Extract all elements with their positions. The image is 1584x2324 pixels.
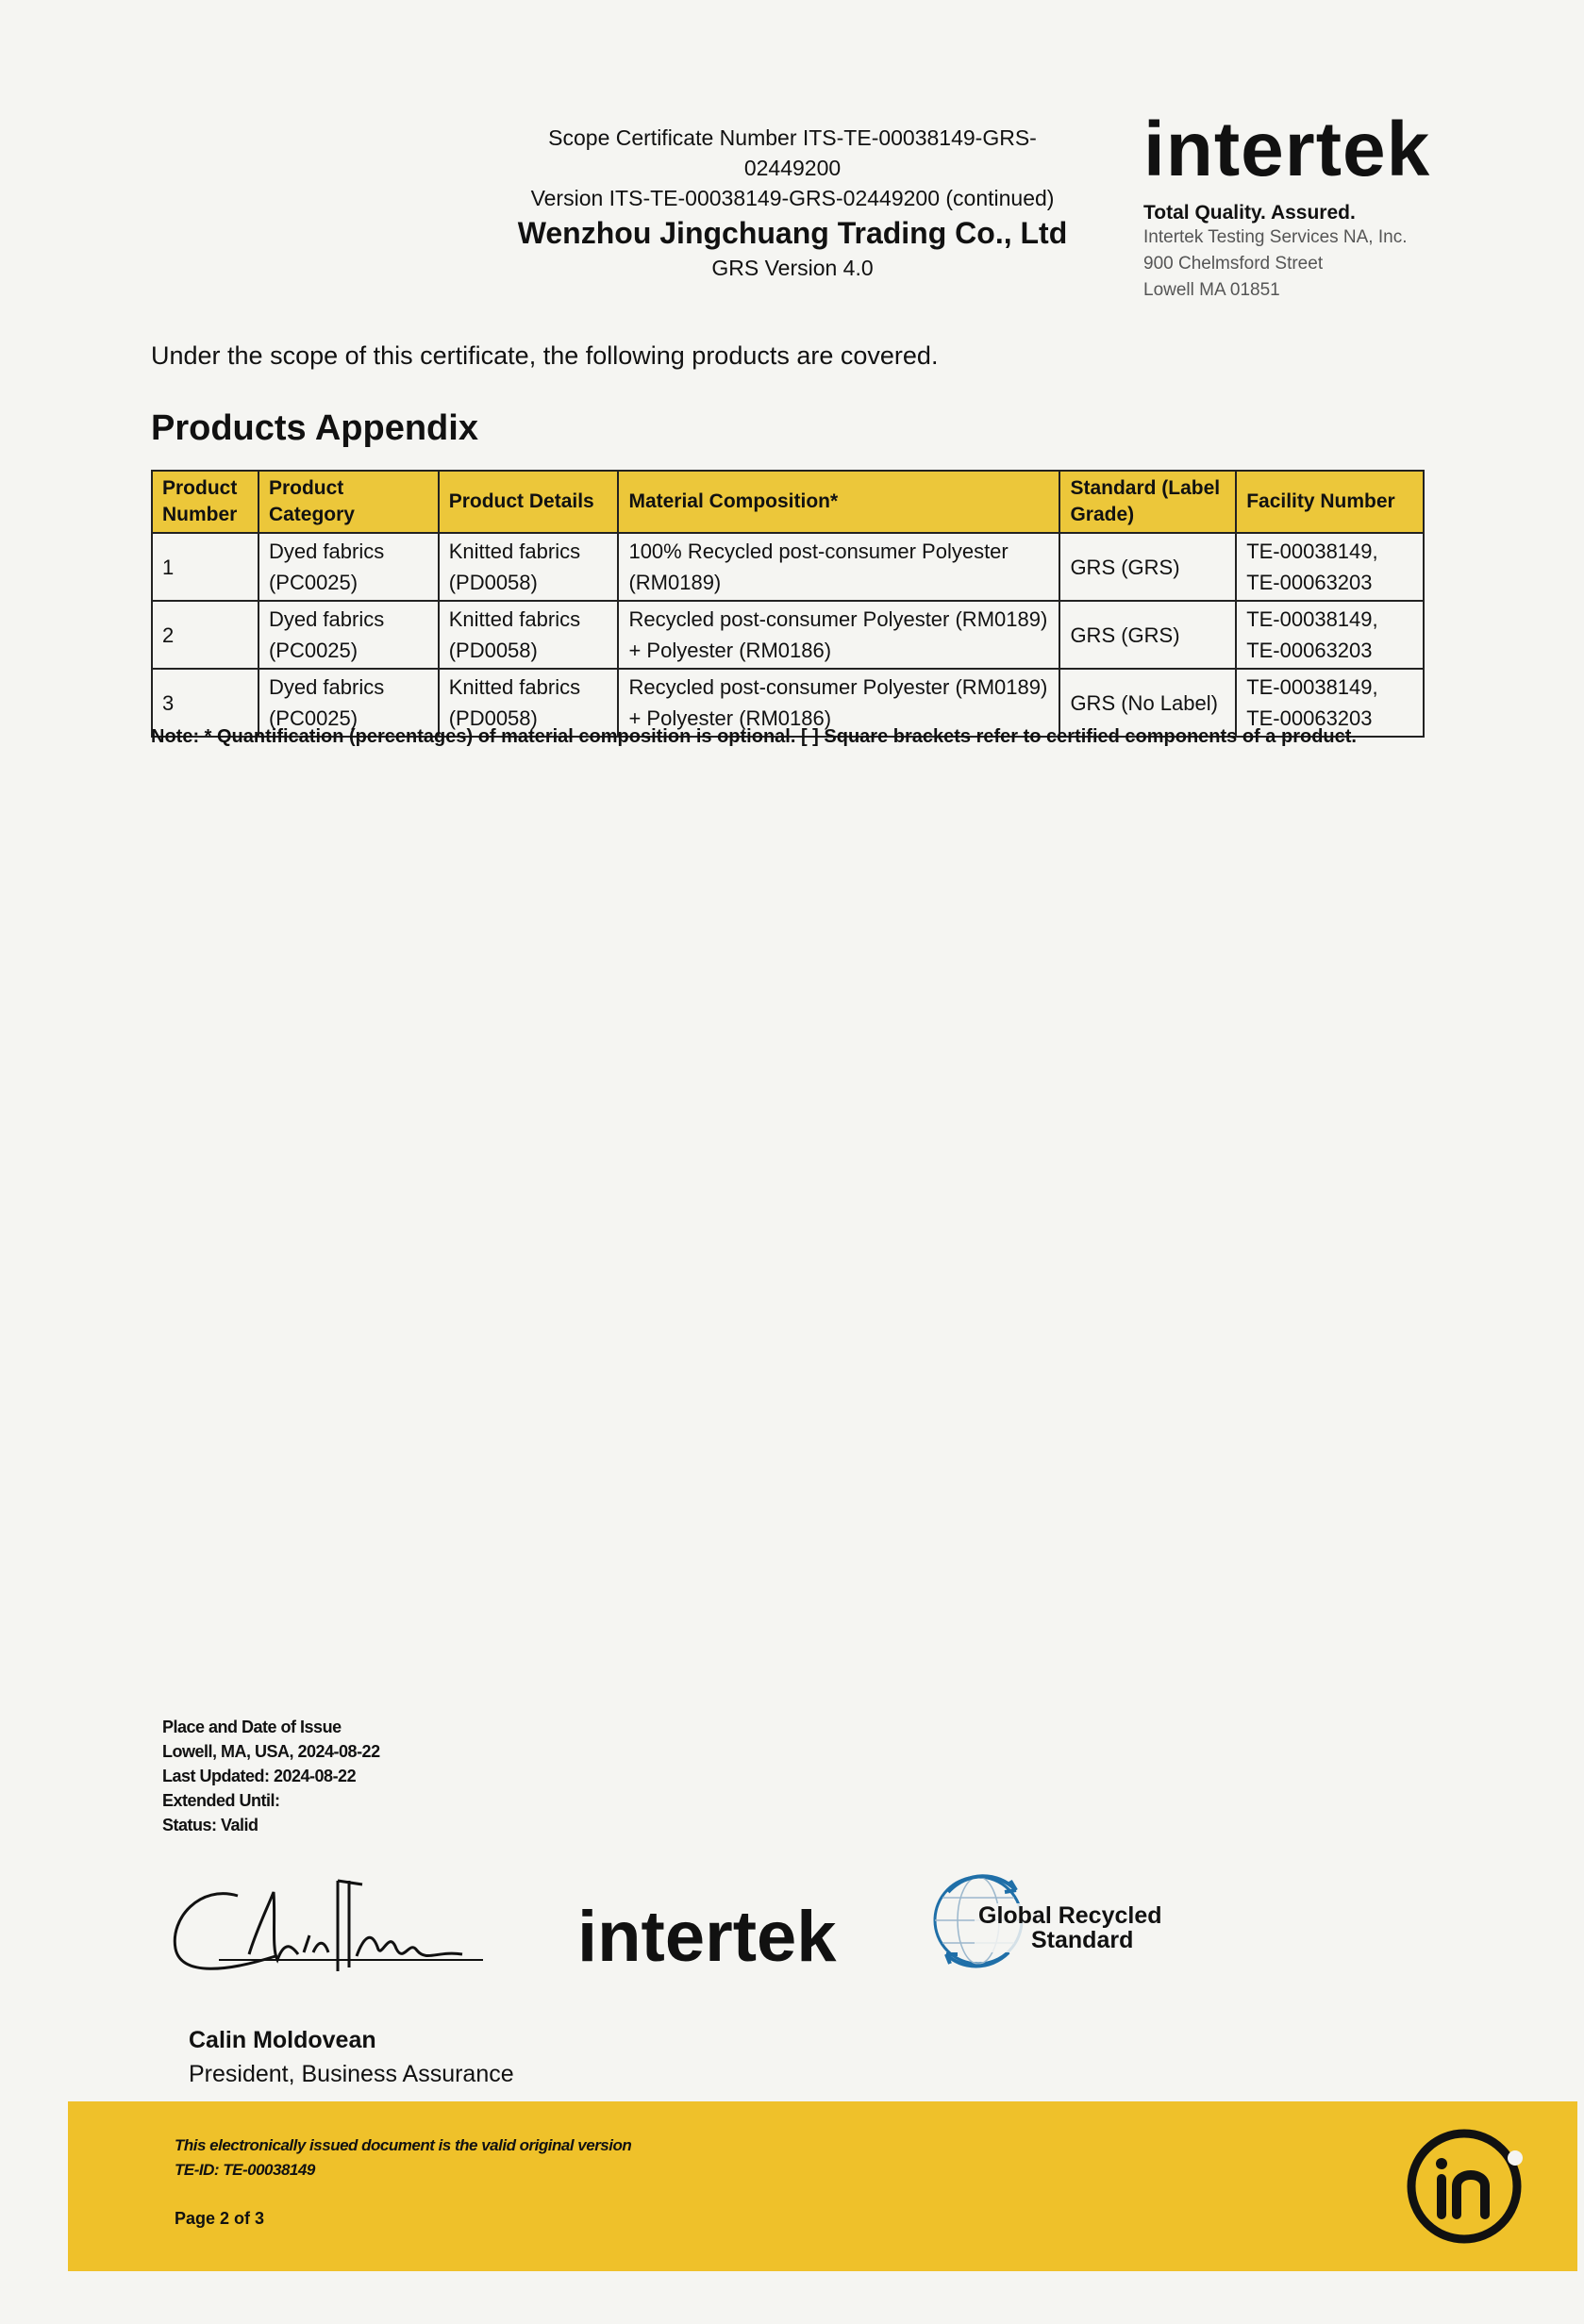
cell-standard: GRS (GRS)	[1059, 533, 1236, 601]
cell-product-details: Knitted fabrics (PD0058)	[439, 669, 619, 737]
cell-standard: GRS (No Label)	[1059, 669, 1236, 737]
cell-material-composition: Recycled post-consumer Polyester (RM0189) + Polyester (RM0186)	[618, 601, 1059, 669]
cell-facility-number: TE-00038149, TE-00063203	[1236, 533, 1424, 601]
extended-until: Extended Until:	[162, 1791, 280, 1810]
status-text: Status: Valid	[162, 1816, 258, 1834]
cell-product-details: Knitted fabrics (PD0058)	[439, 601, 619, 669]
signer-title: President, Business Assurance	[189, 2061, 514, 2087]
cell-standard: GRS (GRS)	[1059, 601, 1236, 669]
certificate-header	[509, 123, 1075, 283]
cell-product-details: Knitted fabrics (PD0058)	[439, 533, 619, 601]
page-title: Products Appendix	[151, 408, 478, 448]
signature-image	[162, 1873, 492, 1991]
cell-facility-number: TE-00038149, TE-00063203	[1236, 669, 1424, 737]
col-header-standard: Standard (Label Grade)	[1059, 471, 1236, 533]
issue-details	[162, 1715, 380, 1837]
signer-block	[189, 2023, 514, 2091]
col-header-product-details: Product Details	[439, 471, 619, 533]
cell-product-number: 3	[152, 669, 258, 737]
intertek-logo: intertek	[1143, 107, 1431, 192]
col-header-product-category: Product Category	[258, 471, 439, 533]
cell-product-category: Dyed fabrics (PC0025)	[258, 533, 439, 601]
cell-material-composition: 100% Recycled post-consumer Polyester (RM0189)	[618, 533, 1059, 601]
scope-certificate-number: Scope Certificate Number ITS-TE-00038149-GRS-02449200	[548, 125, 1037, 180]
intertek-brand-block	[1143, 107, 1431, 304]
table-header-row	[152, 471, 1424, 533]
cell-product-number: 1	[152, 533, 258, 601]
validity-statement: This electronically issued document is the valid original version	[175, 2136, 632, 2154]
grs-version: GRS Version 4.0	[711, 256, 874, 280]
intro-text: Under the scope of this certificate, the following products are covered.	[151, 341, 939, 370]
company-name: Wenzhou Jingchuang Trading Co., Ltd	[517, 216, 1068, 250]
cell-facility-number: TE-00038149, TE-00063203	[1236, 601, 1424, 669]
brand-tagline: Total Quality. Assured.	[1143, 202, 1356, 224]
address-line: Intertek Testing Services NA, Inc.	[1143, 227, 1408, 247]
cell-product-number: 2	[152, 601, 258, 669]
address-line: Lowell MA 01851	[1143, 280, 1280, 300]
col-header-facility-number: Facility Number	[1236, 471, 1424, 533]
te-id: TE-ID: TE-00038149	[175, 2161, 315, 2179]
footer-band	[68, 2101, 1577, 2271]
issue-label: Place and Date of Issue	[162, 1718, 342, 1736]
col-header-product-number: Product Number	[152, 471, 258, 533]
signer-name: Calin Moldovean	[189, 2027, 376, 2053]
version-line: Version ITS-TE-00038149-GRS-02449200 (continued)	[530, 186, 1055, 210]
col-header-material-composition: Material Composition*	[618, 471, 1059, 533]
footer-info	[175, 2133, 631, 2183]
cell-product-category: Dyed fabrics (PC0025)	[258, 601, 439, 669]
table-row	[152, 601, 1424, 669]
cell-product-category: Dyed fabrics (PC0025)	[258, 669, 439, 737]
cell-material-composition: Recycled post-consumer Polyester (RM0189) + Polyester (RM0186)	[618, 669, 1059, 737]
table-note: Note: * Quantification (percentages) of material composition is optional. [ ] Square brackets refer to certified components of a product.	[151, 726, 1357, 747]
intertek-monogram-icon	[1398, 2120, 1530, 2257]
address-line: 900 Chelmsford Street	[1143, 254, 1324, 274]
global-recycled-standard-logo	[929, 1866, 1175, 1984]
table-row	[152, 533, 1424, 601]
grs-logo-line1: Global Recycled	[978, 1902, 1162, 1929]
products-table	[151, 470, 1425, 738]
issue-place-date: Lowell, MA, USA, 2024-08-22	[162, 1742, 380, 1761]
intertek-logo: intertek	[577, 1897, 837, 1977]
last-updated: Last Updated: 2024-08-22	[162, 1767, 357, 1785]
page-number: Page 2 of 3	[175, 2209, 265, 2228]
grs-logo-line2: Standard	[1031, 1927, 1134, 1953]
